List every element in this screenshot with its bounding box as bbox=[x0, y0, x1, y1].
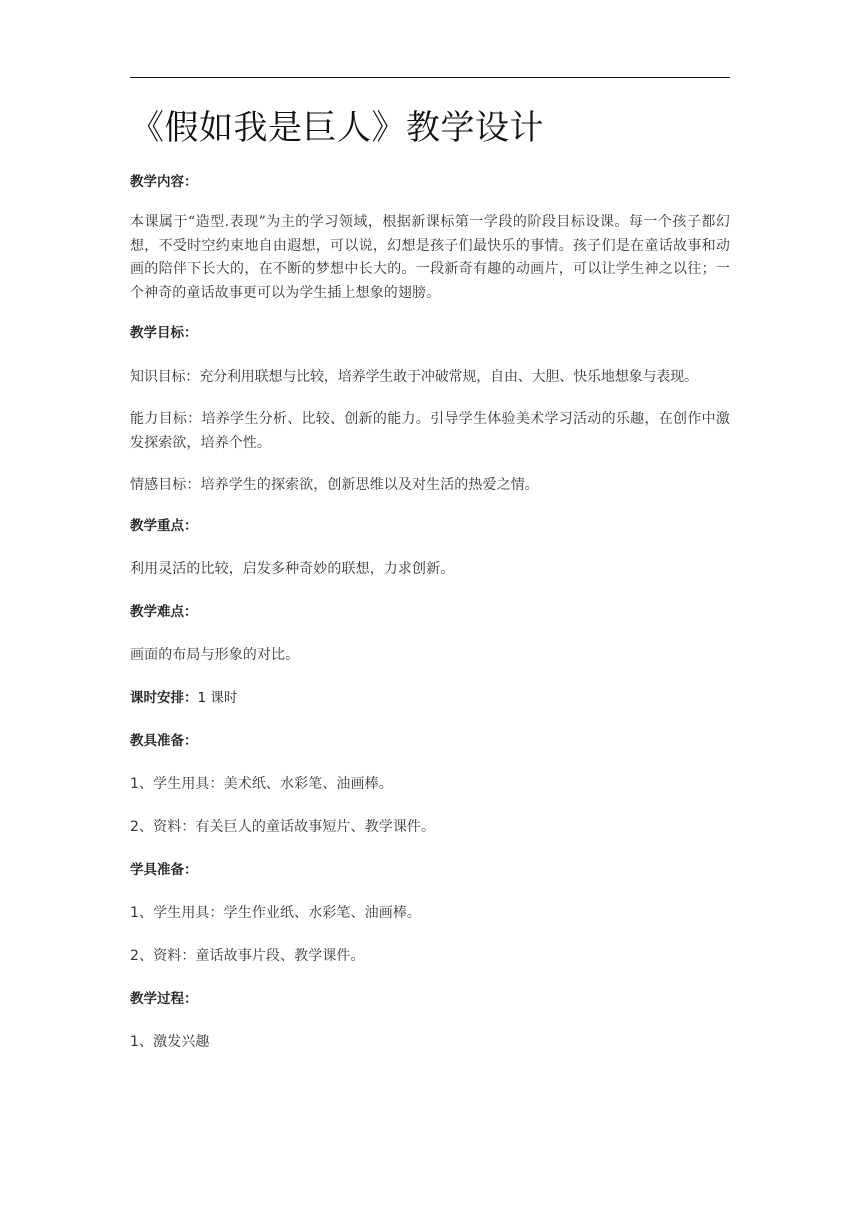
teacher-prep-heading: 教具准备： bbox=[130, 733, 198, 749]
item-text: 、资料：童话故事片段、教学课件。 bbox=[139, 948, 365, 964]
goal-emotion: 情感目标：培养学生的探索欲，创新思维以及对生活的热爱之情。 bbox=[130, 477, 539, 493]
item-number: 1 bbox=[130, 776, 140, 792]
item-text: 、资料：有关巨人的童话故事短片、教学课件。 bbox=[139, 819, 436, 835]
teacher-prep-item-1 bbox=[130, 773, 730, 797]
schedule-heading: 课时安排： bbox=[130, 690, 198, 706]
schedule-line bbox=[130, 687, 730, 711]
difficulty-heading: 教学难点： bbox=[130, 604, 198, 620]
process-item-1 bbox=[130, 1031, 730, 1055]
focus-text: 利用灵活的比较，启发多种奇妙的联想，力求创新。 bbox=[130, 561, 455, 577]
item-text: 、学生用具：学生作业纸、水彩笔、油画棒。 bbox=[139, 905, 422, 921]
student-prep-item-1 bbox=[130, 902, 730, 926]
item-number: 2 bbox=[130, 948, 140, 964]
header-rule bbox=[130, 77, 730, 78]
content-paragraph: 本课属于“造型.表现”为主的学习领域，根据新课标第一学段的阶段目标设课。每一个孩子都幻想，不受时空约束地自由遐想，可以说，幻想是孩子们最快乐的事情。孩子们是在童话故事和动画的陪伴下长大的，在不断的梦想中长大的。一段新奇有趣的动画片，可以让学生神之以往；一个神奇的童话故事更可以为学生插上想象的翅膀。 bbox=[130, 214, 730, 301]
item-number: 1 bbox=[130, 905, 140, 921]
goal-knowledge: 知识目标：充分利用联想与比较，培养学生敢于冲破常规，自由、大胆、快乐地想象与表现。 bbox=[130, 369, 698, 385]
document-title: 《假如我是巨人》教学设计 bbox=[130, 108, 544, 148]
student-prep-item-2 bbox=[130, 945, 730, 969]
schedule-value: 1 课时 bbox=[197, 690, 238, 706]
content-heading: 教学内容： bbox=[130, 174, 198, 190]
goal-ability: 能力目标：培养学生分析、比较、创新的能力。引导学生体验美术学习活动的乐趣，在创作中激发探索欲，培养个性。 bbox=[130, 411, 730, 451]
item-text: 、激发兴趣 bbox=[139, 1034, 210, 1050]
student-prep-heading: 学具准备： bbox=[130, 862, 198, 878]
process-heading: 教学过程： bbox=[130, 991, 198, 1007]
item-number: 2 bbox=[130, 819, 140, 835]
difficulty-text: 画面的布局与形象的对比。 bbox=[130, 647, 300, 663]
item-number: 1 bbox=[130, 1034, 140, 1050]
teacher-prep-item-2 bbox=[130, 816, 730, 840]
focus-heading: 教学重点： bbox=[130, 518, 198, 534]
goals-heading: 教学目标： bbox=[130, 325, 198, 341]
item-text: 、学生用具：美术纸、水彩笔、油画棒。 bbox=[139, 776, 393, 792]
